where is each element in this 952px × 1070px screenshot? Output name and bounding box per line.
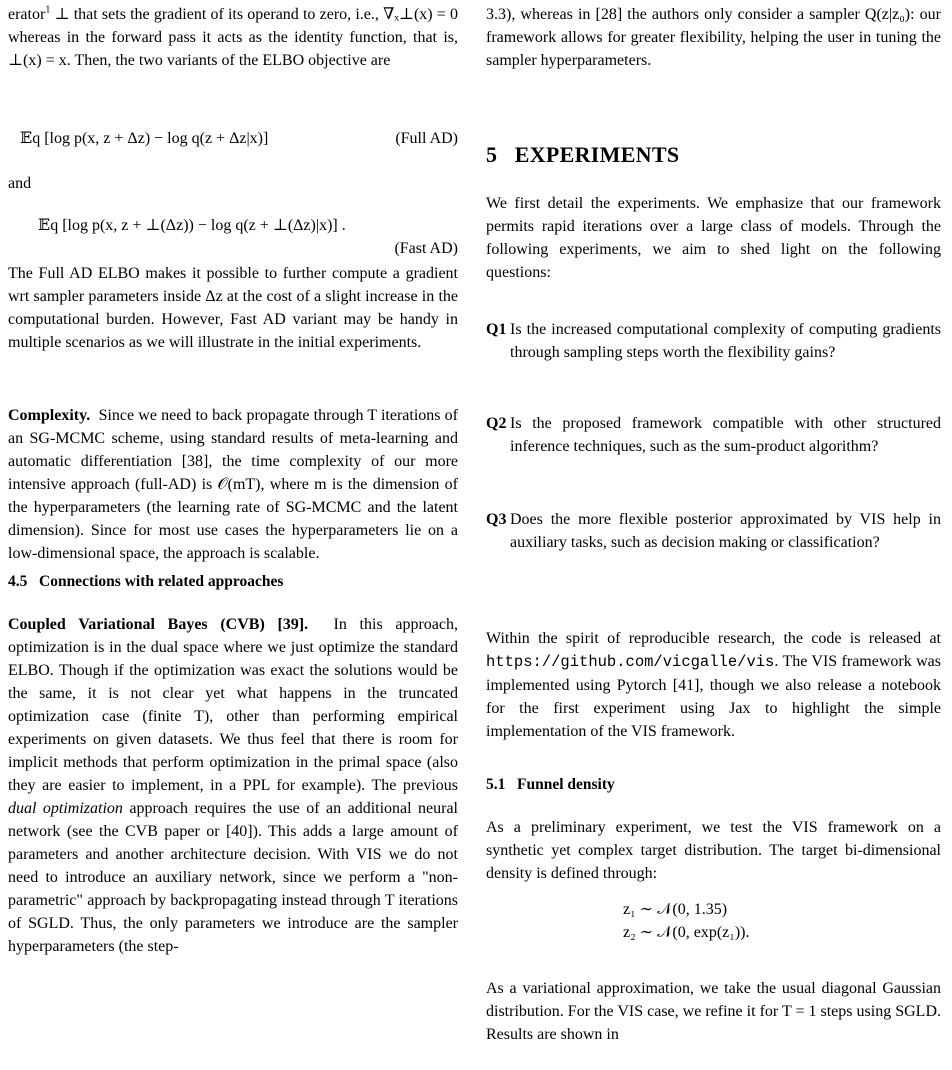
paragraph-text: Within the spirit of reproducible research, the code is released at — [486, 630, 941, 647]
question-text: Does the more flexible posterior approximated by VIS help in auxiliary tasks, such as decision making or classification? — [510, 511, 941, 551]
text-line: variants of the ELBO objective are — [166, 52, 391, 69]
section-title: 5 EXPERIMENTS — [486, 142, 680, 167]
text-line: erator — [8, 6, 46, 23]
subsection-heading-5-1 — [486, 776, 941, 794]
subsection-title: 4.5 Connections with related approaches — [8, 573, 284, 590]
runin-heading: Coupled Variational Bayes (CVB) [39]. — [8, 616, 309, 633]
question-text: Is the increased computational complexity of computing gradients through sampling steps worth the flexibility gains? — [510, 321, 941, 361]
paragraph-text: As a preliminary experiment, we test the VIS framework on a synthetic yet complex target distribution. The target bi-dimensional density is defined through: — [486, 819, 941, 882]
paragraph-text: 3.3), whereas in [28] the authors only consider a sampler Q(z|z₀): our framework allows for greater flexibility, helping the user in tuning the sampler hyperparameters. — [486, 6, 941, 69]
equation-full-ad — [8, 127, 458, 150]
paragraph-text: In this approach, optimization is in the dual space where we just optimize the standard ELBO. Though if the optimization was exact the solutions would be the same, it is not clear yet what happens in the truncated optimization case (finite T), other than performing empirical experiments on given datasets. We thus feel that there is room for implicit methods that perform optimization in the primal space (also they are easier to implement, in a PPL for example). The previous — [8, 616, 458, 794]
equation-body: 𝔼q [log p(x, z + Δz) − log q(z + Δz|x)] — [20, 130, 269, 147]
paragraph-complexity — [8, 404, 458, 565]
subsection-title: 5.1 Funnel density — [486, 776, 615, 793]
question-label: Q2 — [486, 415, 507, 432]
text-line: ⊥ that sets the gradient of its operand to zero, — [50, 6, 352, 23]
paragraph-text: We first detail the experiments. We emphasize that our framework permits rapid iterations over a large class of models. Through the following experiments, we aim to shed light on the following questions: — [486, 195, 941, 281]
paragraph-text: Since we need to back propagate through T iterations of an SG-MCMC scheme, using standard results of meta-learning and automatic differentiation [38], the time complexity of our more intensive approach (full-AD) is 𝒪(mT), where m is the dimension of the hyperparameters (the learning rate of SG-MCMC and the latent dimension). Since for most use cases the hyperparameters lie on a low-dimensional space, the approach is scalable. — [8, 407, 459, 562]
paragraph-stop-gradient — [8, 3, 458, 72]
text-line: i.e., ∇ₓ⊥(x) = 0 whereas in the forward pass it acts as — [8, 6, 458, 46]
italic-term: dual optimization — [8, 800, 123, 817]
paragraph-full-ad — [8, 262, 458, 354]
paragraph-text: As a variational approximation, we take the usual diagonal Gaussian distribution. For the VIS case, we refine it for T = 1 steps using SGLD. Results are shown in — [486, 980, 941, 1043]
question-text: Is the proposed framework compatible with other structured inference techniques, such as the sum-product algorithm? — [510, 415, 941, 455]
question-q2 — [486, 412, 941, 458]
equation-tag: (Fast AD) — [394, 240, 458, 257]
paragraph-text: approach requires the use of an additional neural network (see the CVB paper or [40]). This adds a large amount of parameters and another architecture decision. With VIS we do not need to introduce an auxiliary network, since we perform a "non-parametric" approach by backpropagating instead through T iterations of SGLD. Thus, the only parameters we introduce are the sampler hyperparameters (the step- — [8, 800, 459, 955]
paragraph-sampler — [486, 3, 941, 72]
paragraph-text: . The VIS framework was implemented using Pytorch [41], though we also release a notebook for the first experiment using Jax to highlight the simple implementation of the VIS framework. — [486, 653, 941, 740]
paragraph-text: The Full AD ELBO makes it possible to further compute a gradient wrt sampler parameters inside Δz at the cost of a slight increase in the computational burden. However, Fast AD variant may be handy in multiple scenarios as we will illustrate in the initial experiments. — [8, 265, 458, 351]
connector-word — [8, 172, 31, 195]
repository-link[interactable]: https://github.com/vicgalle/vis — [486, 653, 775, 671]
equation-tag: (Full AD) — [395, 130, 458, 147]
equation-funnel — [486, 898, 941, 944]
paragraph-experiments — [486, 192, 941, 284]
section-heading-5 — [486, 142, 941, 168]
subsection-heading-4-5 — [8, 573, 458, 591]
runin-heading: Complexity. — [8, 407, 91, 424]
paragraph-variational — [486, 977, 941, 1046]
equation-body: 𝔼q [log p(x, z + ⊥(Δz)) − log q(z + ⊥(Δz)|x)] . — [38, 217, 346, 234]
paragraph-cvb — [8, 613, 458, 958]
paragraph-funnel — [486, 816, 941, 885]
and-text: and — [8, 175, 32, 192]
question-label: Q1 — [486, 321, 507, 338]
text-line: the identity function, that is, ⊥(x) = x. Then, the two — [8, 29, 459, 69]
question-label: Q3 — [486, 511, 507, 528]
question-q1 — [486, 318, 941, 364]
paragraph-reproducibility — [486, 627, 941, 743]
equation-z1: z₁ ∼ 𝒩(0, 1.35) — [623, 901, 728, 918]
equation-z2: z₂ ∼ 𝒩(0, exp(z₁)). — [623, 924, 750, 941]
footnote-marker: 1 — [45, 4, 51, 16]
question-q3 — [486, 508, 941, 554]
equation-fast-ad — [8, 214, 458, 260]
